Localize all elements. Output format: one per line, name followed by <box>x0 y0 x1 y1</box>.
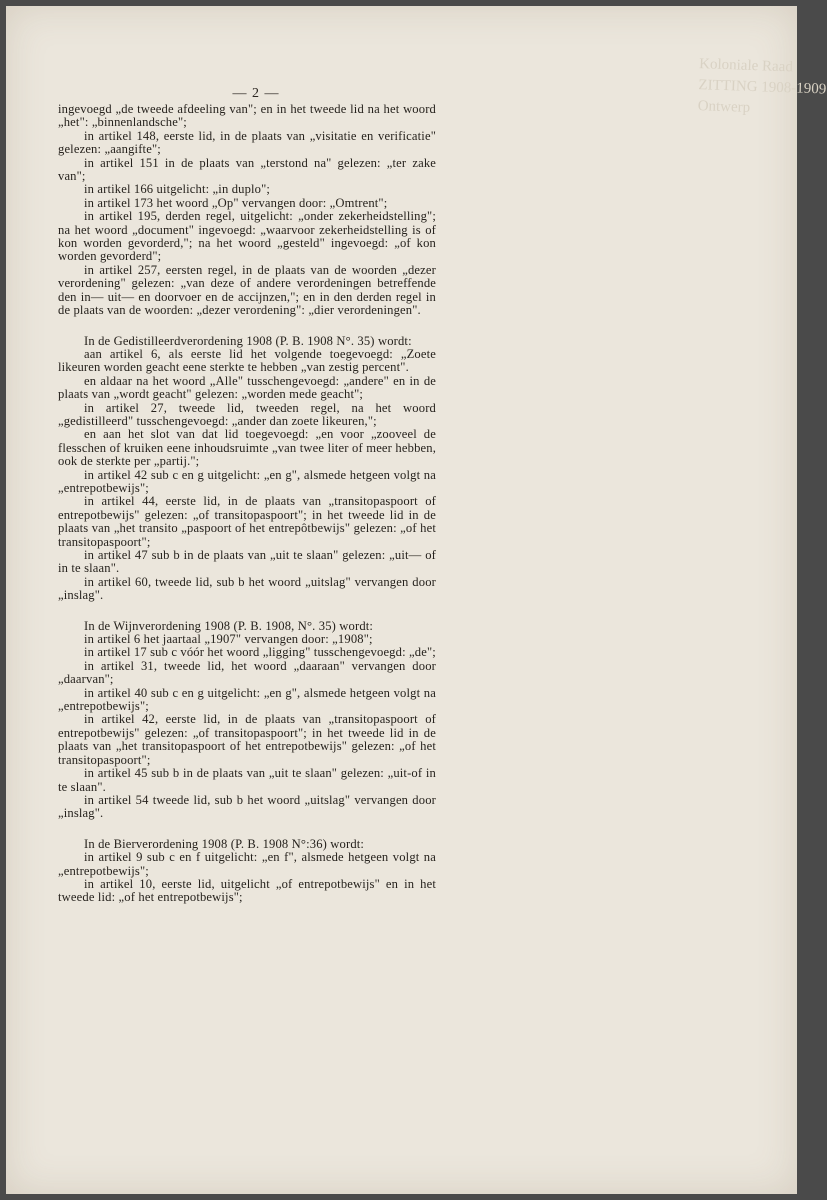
page-number: — 2 — <box>232 86 280 101</box>
amendment-paragraph: in artikel 60, tweede lid, sub b het woord „uitslag" vervangen door „inslag". <box>58 574 436 603</box>
amendment-paragraph: in artikel 9 sub c en f uitgelicht: „en f", alsmede hetgeen volgt na „entrepotbewijs"; <box>58 850 436 878</box>
section-intro: In de Gedistilleerdverordening 1908 (P. B. 1908 N°. 35) wordt: <box>84 333 412 348</box>
amendment-paragraph: in artikel 166 uitgelicht: „in duplo"; <box>84 182 271 197</box>
amendment-paragraph: in artikel 42 sub c en g uitgelicht: „en g", alsmede hetgeen volgt na „entrepotbewijs"; <box>58 467 436 495</box>
amendment-paragraph: in artikel 148, eerste lid, in de plaats van „visitatie en verificatie" gelezen: „aangifte"; <box>58 128 436 157</box>
amendment-paragraph: in artikel 195, derden regel, uitgelicht: „onder zekerheidstelling"; na het woord „document" ingevoegd: „waarvoor zekerheidstelling is of kon worden gevorderd,"; na het woord „gesteld" ingevoegd: „of kon worden gevorderd"; <box>58 209 436 264</box>
bleed-through-text <box>693 54 827 258</box>
section-intro: In de Wijnverordening 1908 (P. B. 1908, N°. 35) wordt: <box>84 618 374 633</box>
section <box>58 335 436 603</box>
amendment-paragraph: en aan het slot van dat lid toegevoegd: „en voor „zooveel de flesschen of kruiken eene inhoudsruimte „van twee liter of meer hebben, ook de sterkte per „partij."; <box>58 427 436 469</box>
amendment-paragraph: in artikel 151 in de plaats van „terstond na" gelezen: „ter zake van"; <box>58 155 436 184</box>
amendment-paragraph: in artikel 54 tweede lid, sub b het woord „uitslag" vervangen door „inslag". <box>58 792 436 821</box>
amendment-paragraph: in artikel 42, eerste lid, in de plaats van „transitopaspoort of entrepotbewijs" gelezen: „of transitopaspoort"; in het tweede lid in de plaats van „het transitopaspoort of het entrepotbewijs" gelezen: „of het transitopaspoort"; <box>58 712 436 767</box>
amendment-paragraph: in artikel 44, eerste lid, in de plaats van „transitopaspoort of entrepotbewijs" gelezen: „of transitopaspoort"; in het tweede lid in de plaats van „het transito „paspoort of het entrepôtbewijs" gelezen: „of het transitopaspoort"; <box>58 494 436 549</box>
amendment-paragraph: ingevoegd „de tweede afdeeling van"; en in het tweede lid na het woord „het": „binnenlandsche"; <box>58 102 436 130</box>
amendment-paragraph: in artikel 6 het jaartaal „1907" vervangen door: „1908"; <box>84 632 373 647</box>
amendment-paragraph: in artikel 40 sub c en g uitgelicht: „en g", alsmede hetgeen volgt na „entrepotbewijs"; <box>58 685 436 714</box>
amendment-paragraph: in artikel 173 het woord „Op" vervangen door: „Omtrent"; <box>84 195 388 210</box>
amendment-paragraph: in artikel 17 sub c vóór het woord „ligging" tusschengevoegd: „de"; <box>84 645 436 660</box>
bleed-line: ZITTING 1908-1909 <box>698 77 827 98</box>
amendment-paragraph: aan artikel 6, als eerste lid het volgende toegevoegd: „Zoete likeuren worden geacht eene sterkte te hebben „van zestig percent". <box>58 346 436 375</box>
section <box>58 103 436 318</box>
amendment-paragraph: in artikel 27, tweede lid, tweeden regel, na het woord „gedistilleerd" tusschengevoegd: „ander dan zoete likeuren,"; <box>58 400 436 428</box>
section-intro: In de Bierverordening 1908 (P. B. 1908 N°:36) wordt: <box>84 836 365 851</box>
section <box>58 838 436 905</box>
amendment-paragraph: in artikel 31, tweede lid, het woord „daaraan" vervangen door „daarvan"; <box>58 658 436 687</box>
amendment-paragraph: in artikel 10, eerste lid, uitgelicht „of entrepotbewijs" en in het tweede lid: „of het entrepotbewijs"; <box>58 876 436 905</box>
amendment-paragraph: in artikel 45 sub b in de plaats van „uit te slaan" gelezen: „uit-of in te slaan". <box>58 766 436 794</box>
document-body <box>58 103 436 905</box>
section <box>58 620 436 821</box>
bleed-line: Koloniale Raad <box>698 56 794 76</box>
amendment-paragraph: in artikel 257, eersten regel, in de plaats van de woorden „dezer verordening" gelezen: „van deze of andere verordeningen betreffende den in— uit— en doorvoer en de accijnzen,"; en in den derden regel in de plaats van de woorden: „dezer verordening": „dier verordeningen". <box>58 262 436 318</box>
amendment-paragraph: in artikel 47 sub b in de plaats van „uit te slaan" gelezen: „uit— of in te slaan". <box>58 548 436 576</box>
bleed-line: Ontwerp <box>697 98 751 116</box>
document-page <box>6 6 827 1194</box>
amendment-paragraph: en aldaar na het woord „Alle" tusschengevoegd: „andere" en in de plaats van „wordt geacht" gelezen: „worden mede geacht"; <box>58 373 436 402</box>
